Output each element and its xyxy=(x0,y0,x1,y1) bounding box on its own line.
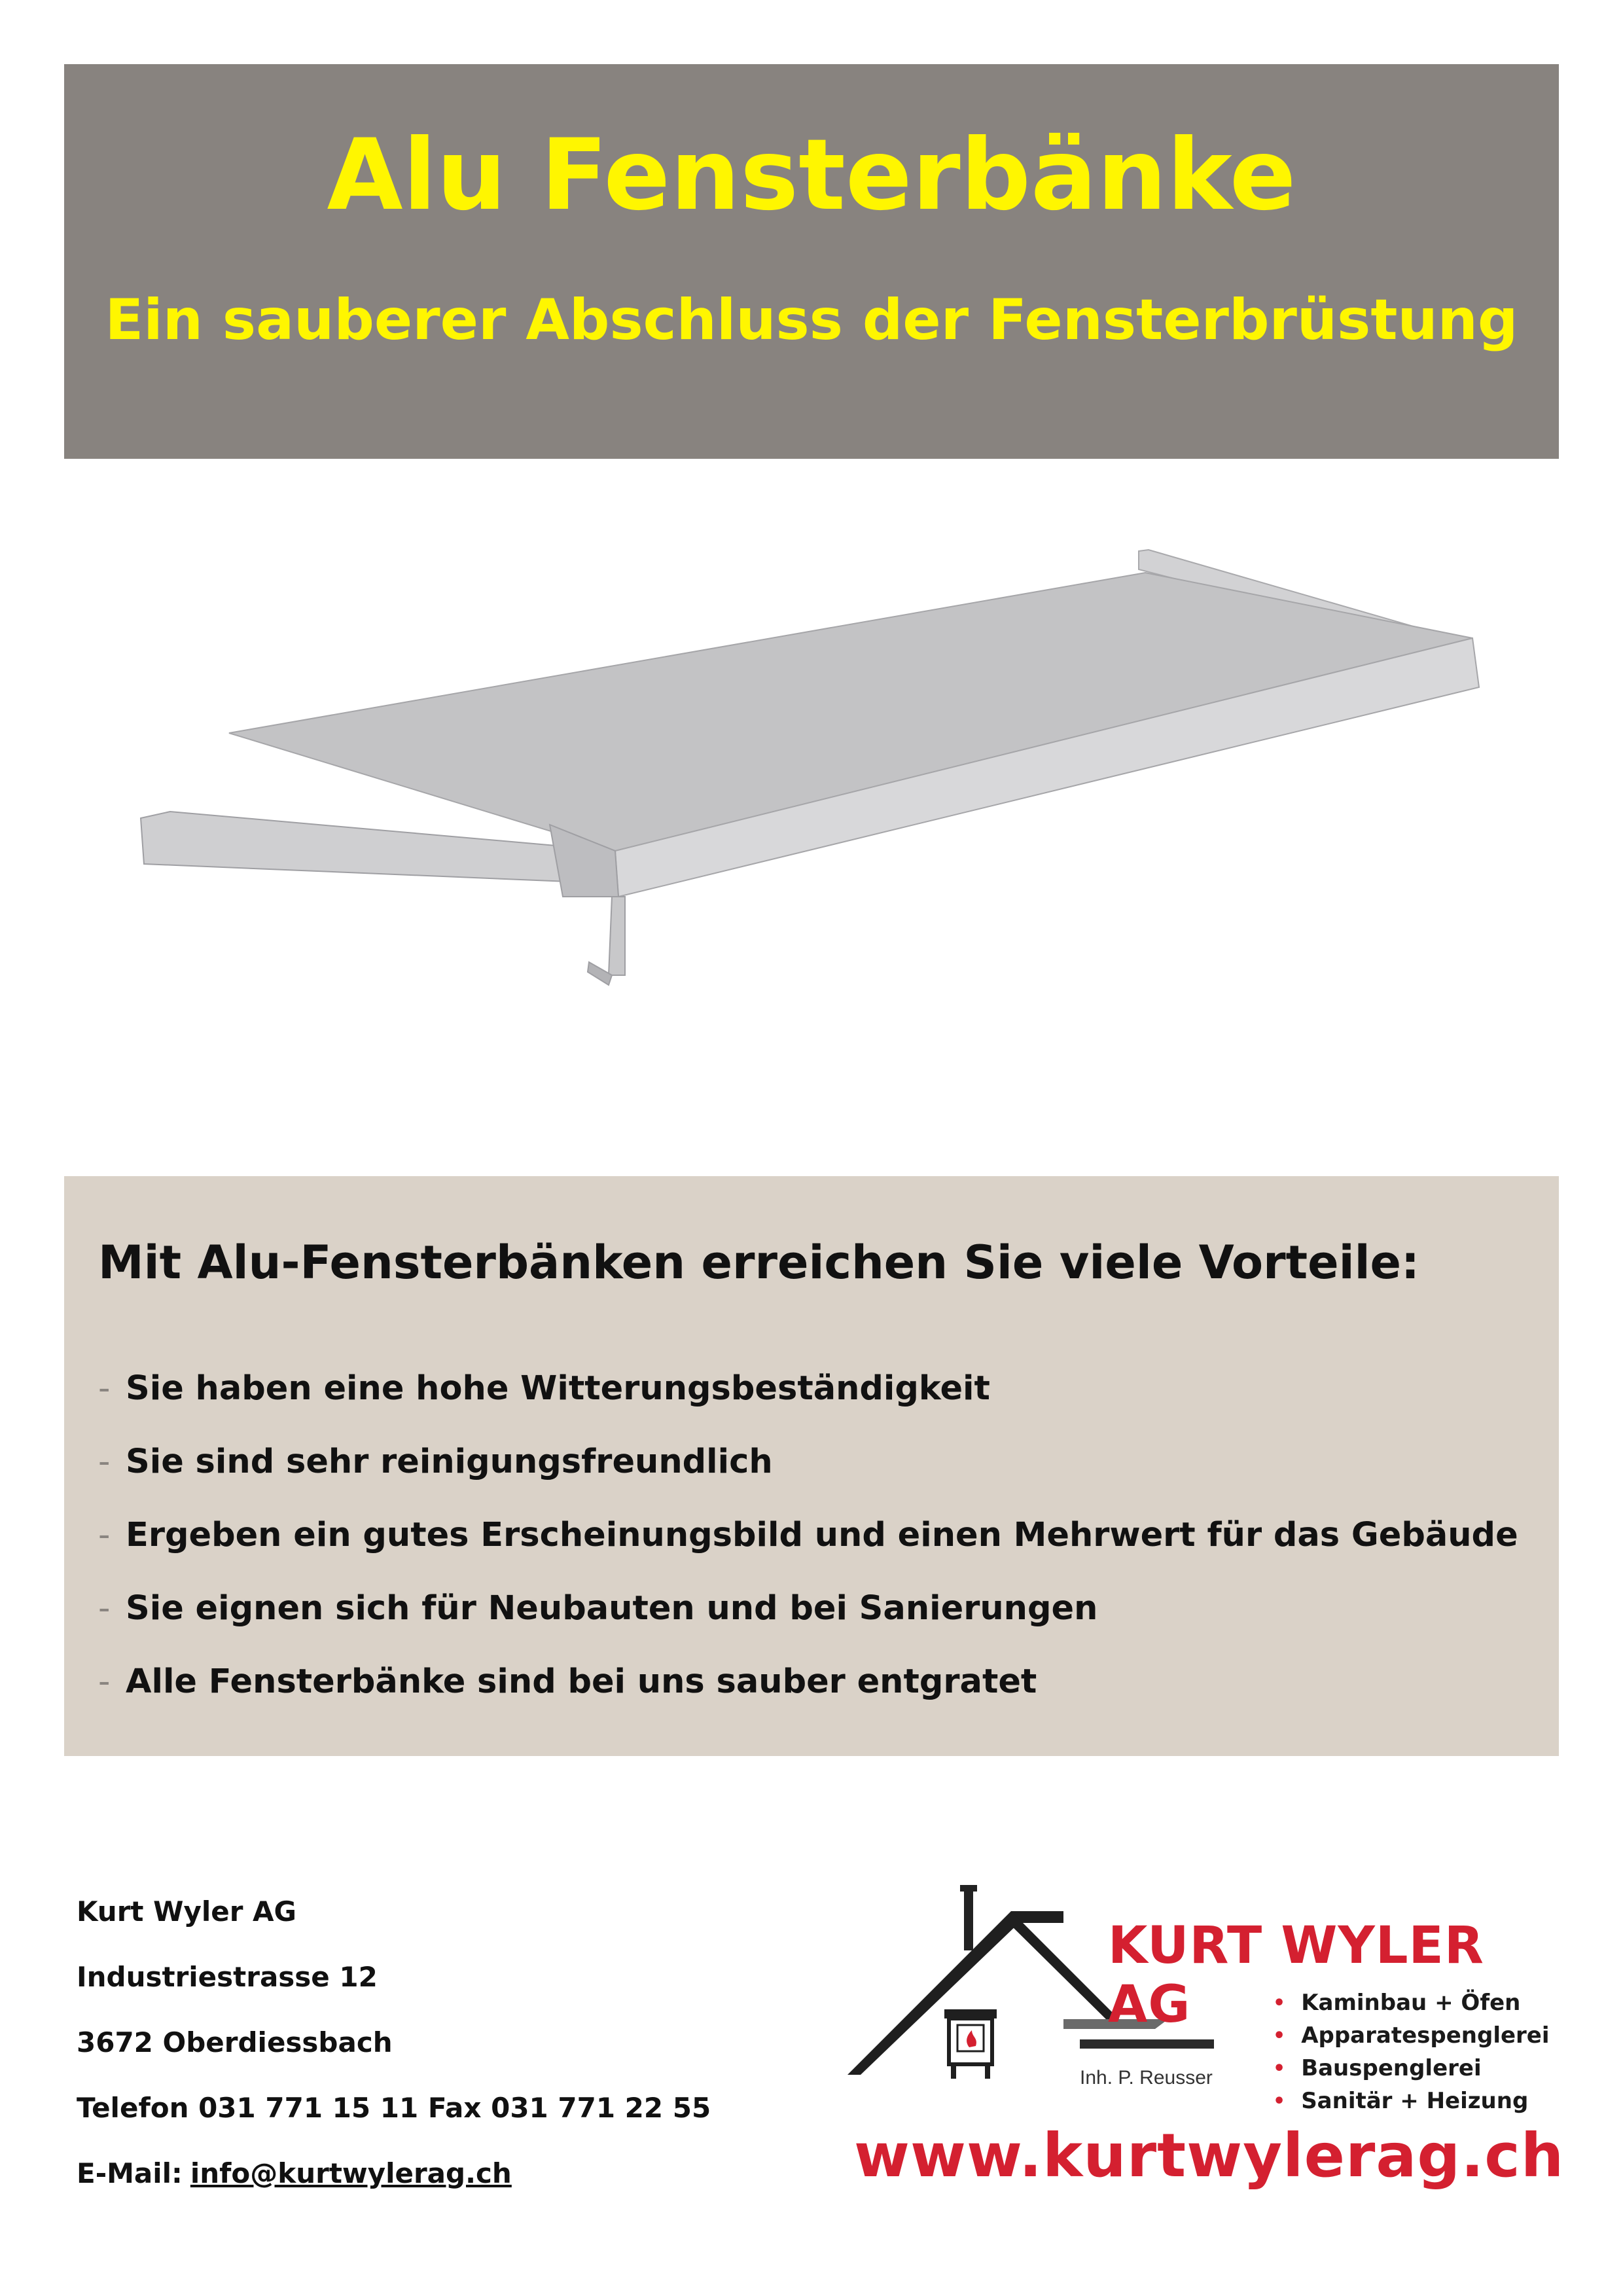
company-logo xyxy=(847,1885,1571,2191)
list-item xyxy=(98,1645,1518,1718)
header-banner xyxy=(64,64,1559,459)
logo-company-name: KURT WYLER AG xyxy=(1108,1916,1484,2034)
email-link[interactable]: info@kurtwylerag.ch xyxy=(190,2157,512,2189)
bullet-icon: • xyxy=(1273,1991,1286,2015)
phone-fax: Telefon 031 771 15 11 Fax 031 771 22 55 xyxy=(77,2091,711,2124)
service-item xyxy=(1273,2052,1550,2085)
service-label: Bauspenglerei xyxy=(1301,2055,1482,2081)
list-item xyxy=(98,1425,1518,1498)
bullet-icon: • xyxy=(1273,2089,1286,2113)
bullet-icon: • xyxy=(1273,2056,1286,2080)
dash-icon: - xyxy=(98,1588,111,1628)
street-address: Industriestrasse 12 xyxy=(77,1960,378,1993)
benefits-heading: Mit Alu-Fensterbänken erreichen Sie viele Vorteile: xyxy=(98,1236,1420,1289)
service-item xyxy=(1273,2085,1550,2117)
benefit-text: Sie sind sehr reinigungsfreundlich xyxy=(126,1442,773,1481)
service-label: Kaminbau + Öfen xyxy=(1301,1990,1521,2016)
page-title: Alu Fensterbänke xyxy=(327,118,1296,232)
email-row xyxy=(77,2140,711,2206)
service-item xyxy=(1273,1986,1550,2019)
dash-icon: - xyxy=(98,1515,111,1554)
email-label: E-Mail: xyxy=(77,2157,183,2189)
contact-block xyxy=(77,1878,711,2206)
benefit-text: Sie eignen sich für Neubauten und bei Sanierungen xyxy=(126,1588,1098,1628)
dash-icon: - xyxy=(98,1369,111,1408)
benefits-list xyxy=(98,1352,1518,1718)
window-sill-image xyxy=(131,543,1492,1054)
city-address: 3672 Oberdiessbach xyxy=(77,2026,393,2058)
benefit-text: Ergeben ein gutes Erscheinungsbild und einen Mehrwert für das Gebäude xyxy=(126,1515,1518,1554)
dash-icon: - xyxy=(98,1662,111,1701)
dash-icon: - xyxy=(98,1442,111,1481)
list-item xyxy=(98,1498,1518,1571)
page-subtitle: Ein sauberer Abschluss der Fensterbrüstung xyxy=(105,287,1518,353)
benefit-text: Sie haben eine hohe Witterungsbeständigkeit xyxy=(126,1369,990,1408)
logo-owner: Inh. P. Reusser xyxy=(1080,2067,1213,2089)
list-item xyxy=(98,1352,1518,1425)
benefits-panel xyxy=(64,1176,1559,1756)
service-label: Apparatespenglerei xyxy=(1301,2022,1550,2049)
service-label: Sanitär + Heizung xyxy=(1301,2088,1529,2114)
logo-services xyxy=(1273,1986,1550,2117)
service-item xyxy=(1273,2019,1550,2052)
list-item xyxy=(98,1571,1518,1645)
company-name: Kurt Wyler AG xyxy=(77,1895,297,1928)
website-url[interactable]: www.kurtwylerag.ch xyxy=(854,2121,1565,2191)
bullet-icon: • xyxy=(1273,2024,1286,2047)
benefit-text: Alle Fensterbänke sind bei uns sauber entgratet xyxy=(126,1662,1037,1701)
